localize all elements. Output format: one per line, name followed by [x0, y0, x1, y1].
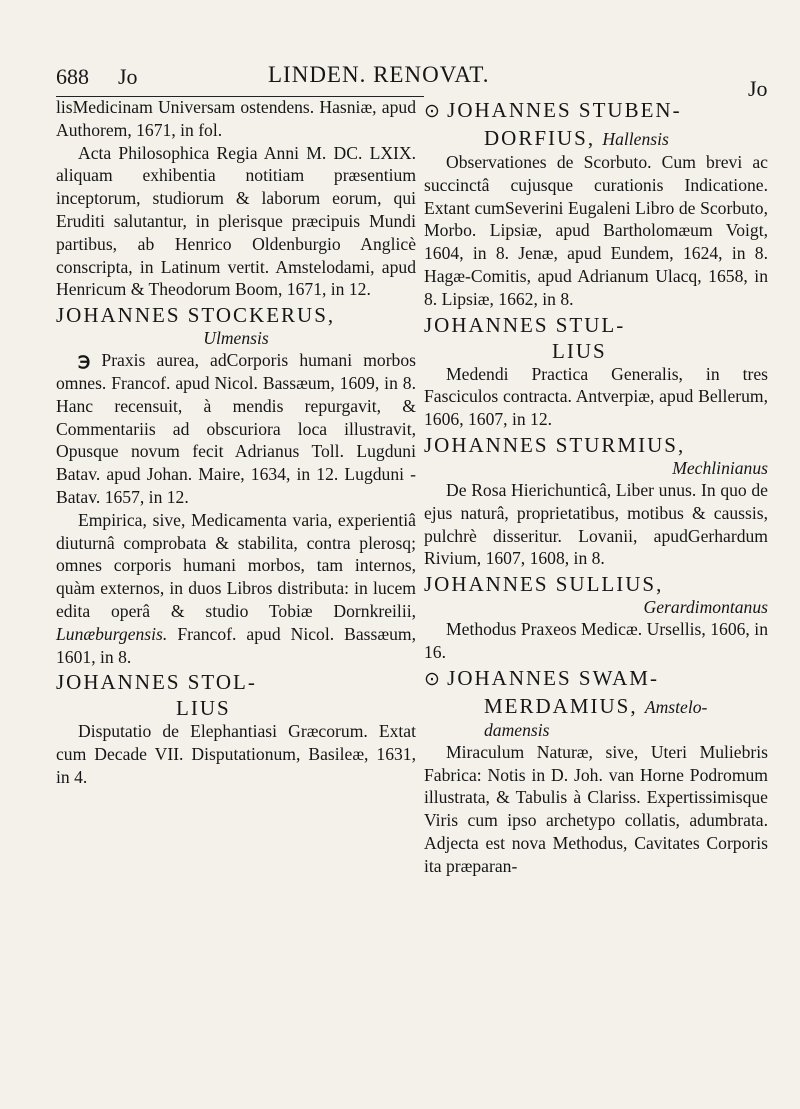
entry-stockerus [56, 303, 416, 668]
author-heading-tail: MERDAMIUS, Amstelo- [484, 693, 708, 718]
author-heading: ⊙ JOHANNES SWAM- [424, 665, 659, 690]
author-heading-tail: LIUS [176, 696, 231, 721]
entry-text: Empirica, sive, Medicamenta varia, experientiâ diuturnâ comprobata & stabilita, contra plerosq; omnes corporis humani morbos, tam internos, quàm externos, in duos Libros distributa: in lucem edita operâ & studio Tobiæ Dornkreilii, Lunæburgensis. Francof. apud Nicol. Bassæum, 1601, in 8. [56, 509, 416, 667]
author-heading: JOHANNES STURMIUS, [424, 432, 686, 457]
author-origin: Amstelo- [644, 696, 708, 717]
author-heading: JOHANNES STUL- [424, 312, 626, 337]
entry-text: ℈ Praxis aurea, adCorporis humani morbos omnes. Francof. apud Nicol. Bassæum, 1609, in 8. Hanc recensuit, à mendis repurgavit, & Commentariis ad obscuriora loca illustravit, Opusque novum fecit Adrianus Toll. Lugduni Batav. apud Johan. Maire, 1634, in 12. Lugduni - Batav. 1657, in 12. [56, 350, 416, 507]
italic-place: Lunæburgensis. [56, 623, 168, 644]
headword-right: Jo [748, 76, 768, 101]
author-heading-tail: DORFIUS, Hallensis [484, 126, 669, 150]
author-origin: Mechlinianus [672, 457, 768, 478]
entry-swammerdamius [424, 666, 768, 878]
entry-stollius [56, 670, 416, 788]
right-column [424, 96, 768, 878]
headword-left: Jo [118, 64, 138, 89]
entry-continuation [56, 96, 416, 142]
entry-stubendorfius [424, 98, 768, 311]
entry-text: lisMedicinam Universam ostendens. Hasniæ, apud Authorem, 1671, in fol. [56, 97, 416, 140]
author-origin-cont: damensis [484, 719, 550, 740]
entry-acta [56, 142, 416, 302]
author-heading: ⊙ JOHANNES STUBEN- [424, 98, 682, 122]
running-title: LINDEN. RENOVAT. [268, 62, 490, 87]
symbol-mark: ℈ [78, 350, 91, 371]
author-origin: Ulmensis [203, 328, 269, 349]
entry-sullius [424, 572, 768, 664]
entry-sturmius [424, 433, 768, 570]
left-column [56, 96, 416, 789]
entry-text: Observationes de Scorbuto. Cum brevi ac succinctâ cujusque curationis Indicatione. Extant cumSeverini Eugaleni Libro de Scorbuto, Morbo. Lipsiæ, apud Bartholomæum Voigt, 1604, in 8. Jenæ, apud Eundem, 1624, in 8. Hagæ-Comitis, apud Adrianum Ulacq, 1658, in 8. Lipsiæ, 1662, in 8. [424, 152, 768, 309]
entry-text: Disputatio de Elephantiasi Græcorum. Extat cum Decade VII. Disputationum, Basileæ, 1631, in 4. [56, 721, 416, 787]
author-origin: Gerardimontanus [643, 597, 768, 618]
author-heading: JOHANNES STOCKERUS, [56, 303, 336, 328]
author-heading-tail: LIUS [552, 338, 607, 363]
entry-text: Miraculum Naturæ, sive, Uteri Muliebris Fabrica: Notis in D. Joh. van Horne Podromum illustrata, & Tabulis à Clariss. Expertissimisque Viris cum ipso archetypo collatis, adumbrata. Adjecta est nova Methodus, Cavitates Corporis ita præparan- [424, 741, 768, 876]
author-heading: JOHANNES SULLIUS, [424, 572, 664, 597]
entry-text: Acta Philosophica Regia Anni M. DC. LXIX. aliquam exhibentia notitiam præsentium inceptorum, studiorum & laborum eorum, qui Eruditi salutantur, in plerisque præcipuis Mundi partibus, ab Henrico Oldenburgio Anglicè conscripta, in Latinum vertit. Amstelodami, apud Henricum & Theodorum Boom, 1671, in 12. [56, 142, 416, 300]
page-number: 688 [56, 64, 89, 89]
entry-text: De Rosa Hierichunticâ, Liber unus. In quo de ejus naturâ, proprietatibus, motibus & caussis, pulchrè disseritur. Lovanii, apudGerhardum Rivium, 1607, 1608, in 8. [424, 479, 768, 569]
author-origin: Hallensis [602, 129, 669, 149]
entry-text: Methodus Praxeos Medicæ. Ursellis, 1606, in 16. [424, 619, 768, 662]
entry-stullius [424, 313, 768, 431]
circle-dot-icon: ⊙ [424, 101, 440, 122]
entry-text: Medendi Practica Generalis, in tres Fasciculos contracta. Antverpiæ, apud Bellerum, 1606, 1607, in 12. [424, 363, 768, 430]
author-heading: JOHANNES STOL- [56, 670, 257, 695]
circle-dot-icon: ⊙ [424, 668, 440, 690]
